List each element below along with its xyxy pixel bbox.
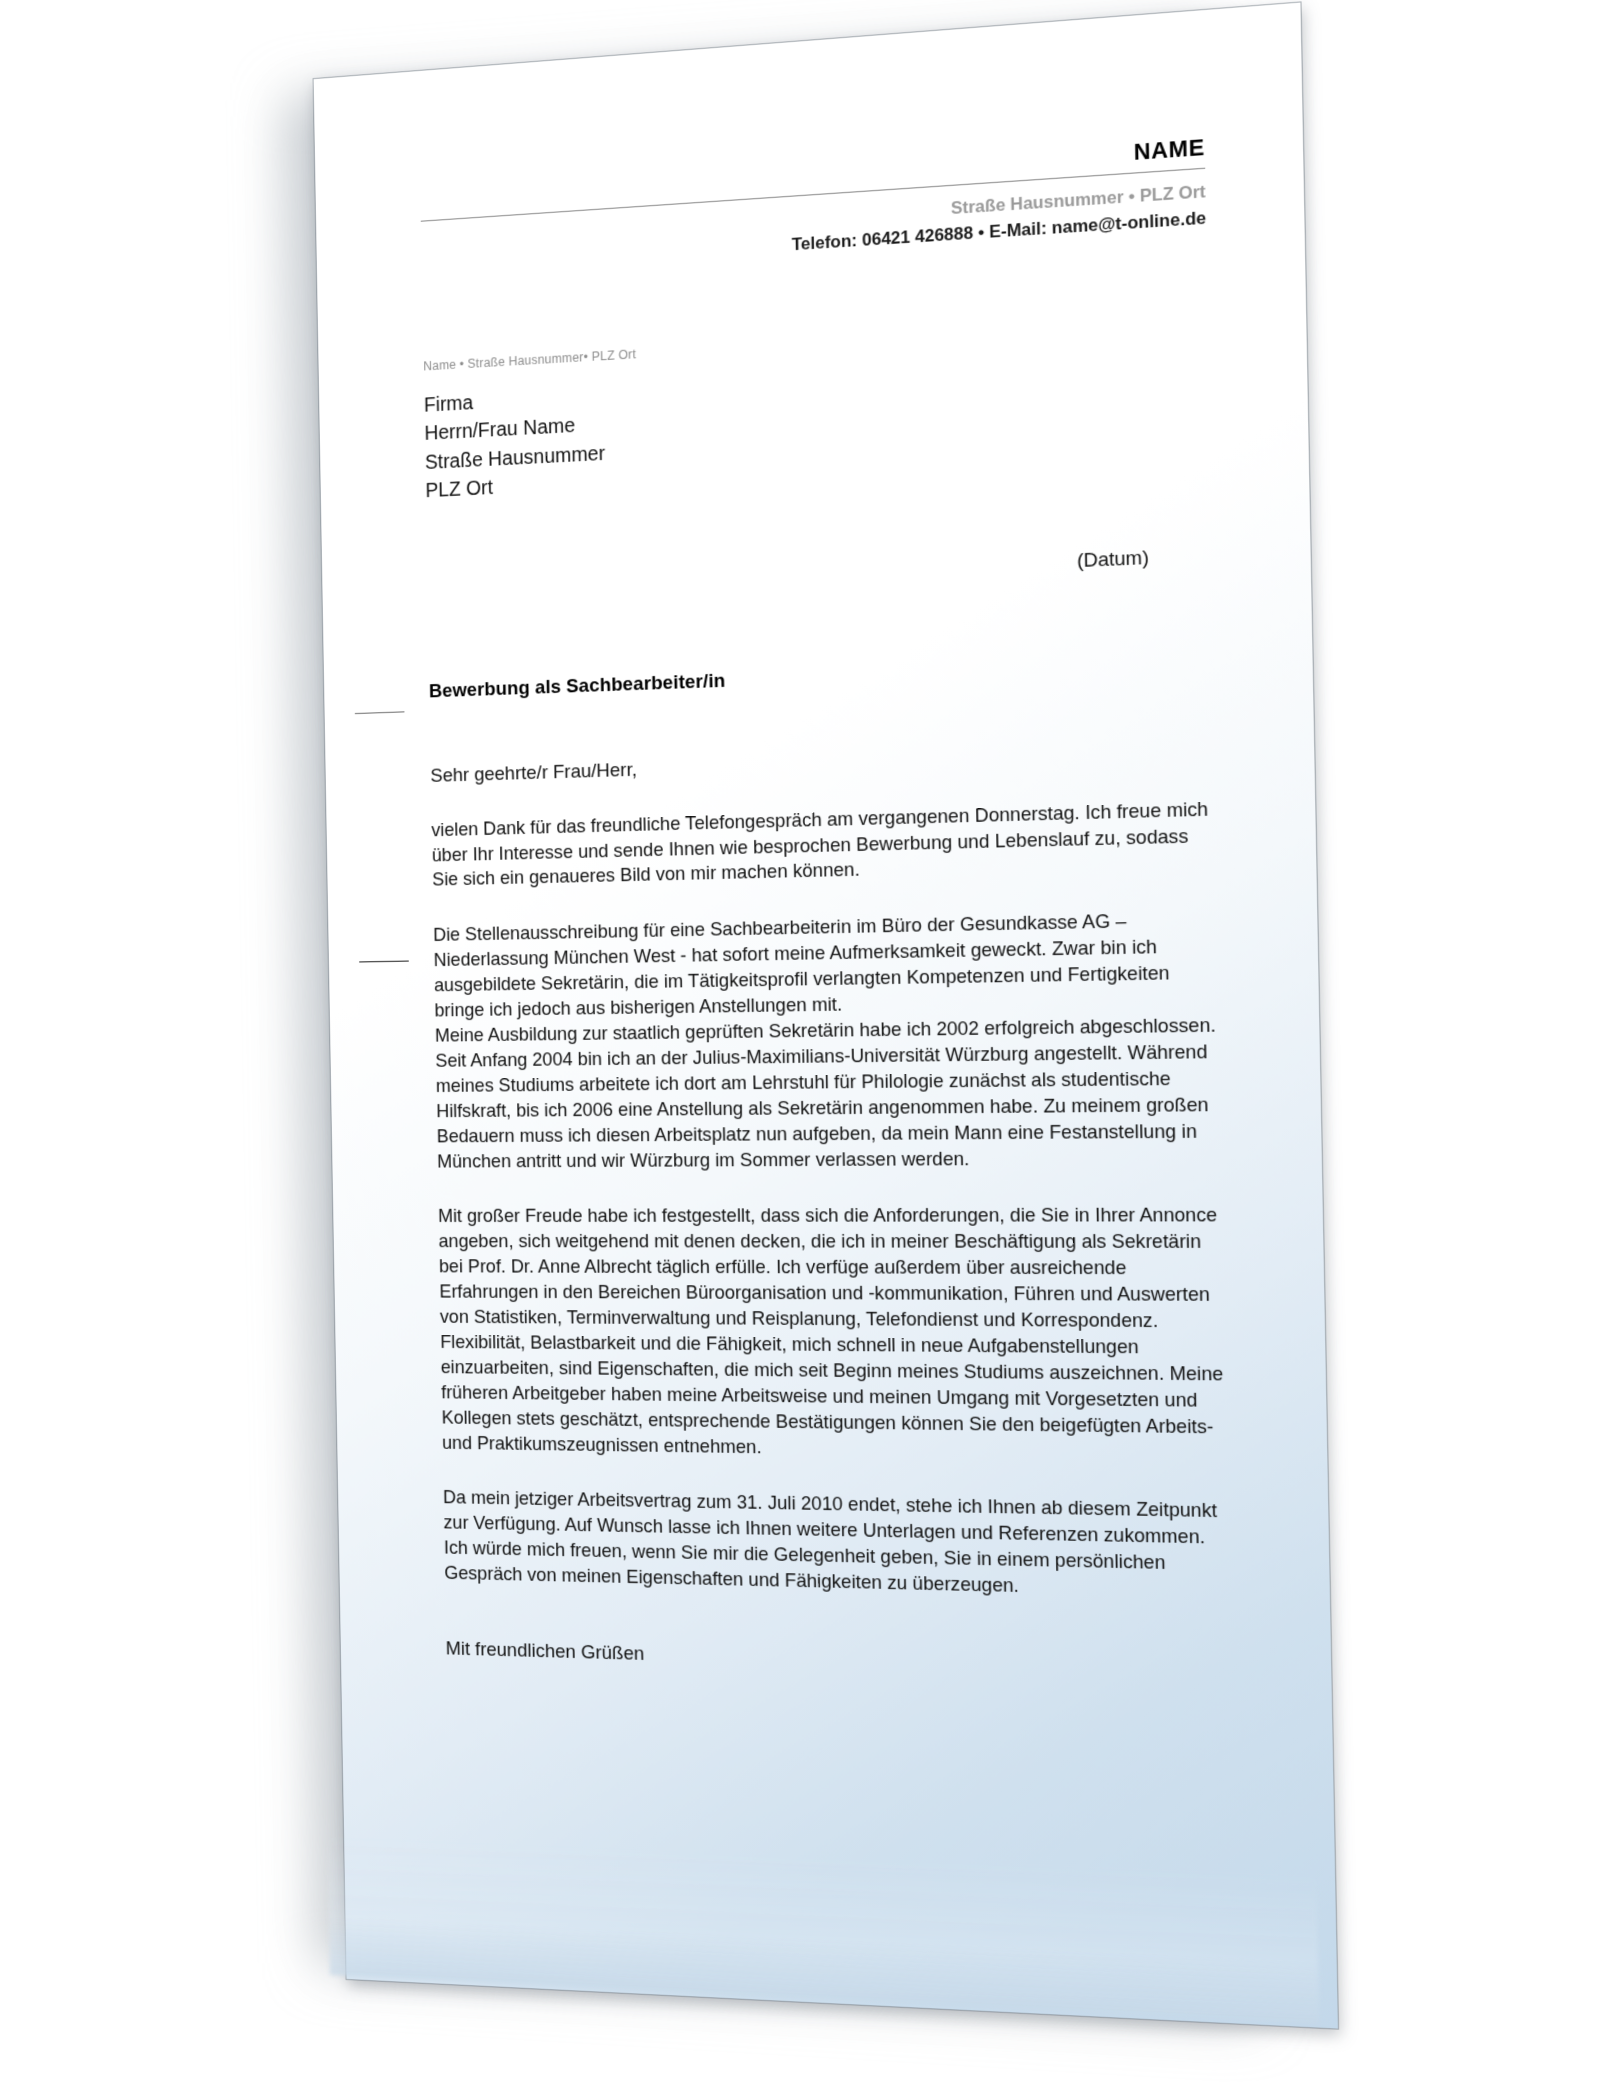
letter-date: (Datum) bbox=[1076, 546, 1150, 572]
letter-paragraph: Die Stellenausschreibung für eine Sachbearbeiterin im Büro der Gesundkasse AG – Niederlassung München West - hat sofort meine Aufmerksamkeit geweckt. Zwar bin ich ausgebildete Sekretärin, die im Tätigkeitsprofil verlangten Kompetenzen und Fertigkeiten bringe ich jedoch aus bisherigen Anstellungen mit. bbox=[433, 909, 1170, 1021]
letterhead-contact: Telefon: 06421 426888 • E-Mail: name@t-online.de bbox=[791, 208, 1207, 255]
letter-page bbox=[314, 3, 1338, 2029]
letterhead-name: NAME bbox=[1133, 133, 1206, 166]
fold-mark-upper bbox=[355, 711, 405, 714]
letter-salutation: Sehr geehrte/r Frau/Herr, bbox=[430, 759, 638, 787]
letter-subject: Bewerbung als Sachbearbeiter/in bbox=[428, 670, 726, 703]
letterhead-address: Straße Hausnummer • PLZ Ort bbox=[950, 181, 1206, 219]
letter-closing: Mit freundlichen Grüßen bbox=[445, 1638, 645, 1666]
recipient-company: Firma bbox=[423, 391, 474, 417]
letter-paragraph: vielen Dank für das freundliche Telefongespräch am vergangenen Donnerstag. Ich freue mich über Ihr Interesse und sende Ihnen wie besprochen Bewerbung und Lebenslauf zu, sodass Sie sich ein genaueres Bild von mir machen können. bbox=[431, 797, 1209, 891]
recipient-street: Straße Hausnummer bbox=[424, 442, 606, 474]
sender-return-line: Name • Straße Hausnummer• PLZ Ort bbox=[423, 347, 637, 374]
recipient-city: PLZ Ort bbox=[425, 476, 494, 503]
letter-paragraph: Da mein jetziger Arbeitsvertrag zum 31. Juli 2010 endet, stehe ich Ihnen ab diesem Zeitpunkt zur Verfügung. Auf Wunsch lasse ich Ihnen weitere Unterlagen und Referenzen zukommen. Ich würde mich freuen, wenn Sie mir die Gelegenheit geben, Sie in einem persönlichen Gespräch von meinen Eigenschaften und Fähigkeiten zu überzeugen. bbox=[442, 1486, 1218, 1597]
fold-mark-lower bbox=[359, 961, 409, 963]
letter-content bbox=[314, 3, 1338, 2029]
letter-paragraph: Mit großer Freude habe ich festgestellt, dass sich die Anforderungen, die Sie in Ihrer Annonce angeben, sich weitgehend mit denen decken, die ich in meiner Beschäftigung als Sekretärin bei Prof. Dr. Anne Albrecht täglich erfülle. Ich verfüge außerdem über ausreichende Erfahrungen in den Bereichen Büroorganisation und -kommunikation, Führen und Auswerten von Statistiken, Terminverwaltung und Reisplanung, Telefondienst und Korrespondenz. bbox=[437, 1203, 1218, 1332]
letterhead bbox=[420, 135, 1206, 281]
letter-paragraph: Meine Ausbildung zur staatlich geprüften Sekretärin habe ich 2002 erfolgreich abgeschlossen. Seit Anfang 2004 bin ich an der Julius-Maximilians-Universität Würzburg angestellt. Während meines Studiums arbeitete ich dort am Lehrstuhl für Philologie zunächst als studentische Hilfskraft, bis ich 2006 eine Anstellung als Sekretärin angenommen habe. Zu meinem großen Bedauern muss ich diesen Arbeitsplatz nun aufgeben, da mein Mann eine Festanstellung in München antritt und wir Würzburg im Sommer verlassen werden. bbox=[434, 1013, 1217, 1172]
letter-paragraph: Flexibilität, Belastbarkeit und die Fähigkeit, mich schnell in neue Aufgabenstellungen einzuarbeiten, sind Eigenschaften, die mich seit Beginn meines Studiums auszeichnen. Meine früheren Arbeitgeber haben meine Arbeitsweise und meinen Umgang mit Vorgesetzten und Kollegen stets geschätzt, entsprechende Bestätigungen können Sie den beigefügten Arbeits- und Praktikumszeugnissen entnehmen. bbox=[440, 1330, 1224, 1457]
recipient-person: Herrn/Frau Name bbox=[424, 415, 576, 446]
recipient-address-block bbox=[424, 348, 1211, 506]
